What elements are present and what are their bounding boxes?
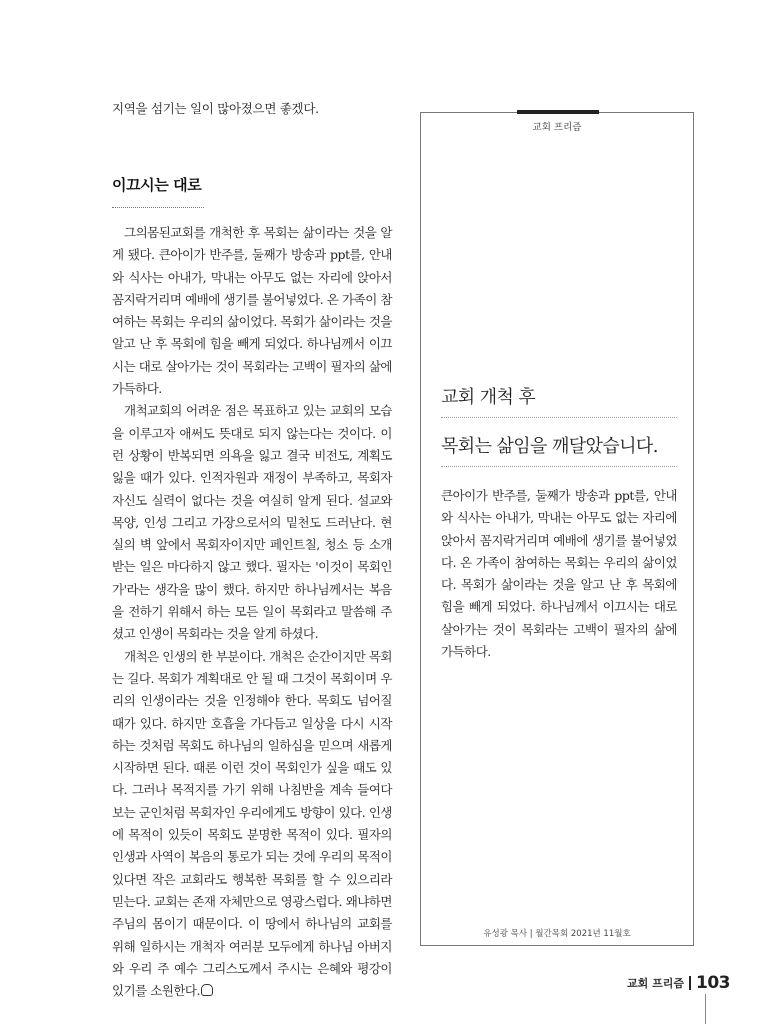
author-credit: 유성광 목사 | 월간목회 2021년 11월호 <box>483 929 631 939</box>
footer-separator <box>689 976 691 990</box>
footer-section-title: 교회 프리즘 <box>627 977 684 990</box>
pull-quote-line-1: 교회 개척 후 <box>441 377 677 418</box>
paragraph-3-text: 개척은 인생의 한 부분이다. 개척은 순간이지만 목회는 길다. 목회가 계획대로 안 될 때 그것이 목회이며 우리의 인생이라는 것을 인정해야 한다. 목회도 넘어질 때가 있다. 하지만 호흡을 가다듬고 일상을 다시 시작하는 것처럼 목회도 하나님의 일하심을 믿으며 새롭게 시작하면 된다. 때론 이런 것이 목회인가 싶을 때도 있다. 그러나 목적지를 가기 위해 나침반을 계속 들여다보는 군인처럼 목회자인 우리에게도 방향이 있다. 인생에 목적이 있듯이 목회도 분명한 목적이 있다. 필자의 인생과 사역이 복음의 통로가 되는 것에 우리의 목적이 있다면 작은 교회라도 행복한 목회를 할 수 있으리라 믿는다. 교회는 존재 자체만으로 영광스럽다. 왜냐하면 주님의 몸이기 때문이다. 이 땅에서 하나님의 교회를 위해 일하시는 개척자 여러분 모두에게 하나님 아버지와 우리 주 예수 그리스도께서 주시는 은혜와 평강이 있기를 소원한다. <box>112 648 392 999</box>
footer-vertical-rule <box>705 994 706 1024</box>
pull-quote-line-2: 목회는 삶임을 깨달았습니다. <box>441 426 677 467</box>
section-heading: 이끄시는 대로 <box>112 176 202 194</box>
heading-underline <box>112 207 204 208</box>
pull-quote <box>441 377 677 467</box>
lead-text: 지역을 섬기는 일이 많아졌으면 좋겠다. <box>112 101 319 116</box>
sidebar-box <box>420 112 694 946</box>
page-number: 103 <box>696 973 730 993</box>
end-mark-icon <box>201 984 213 996</box>
paragraph-1: 그의몸된교회를 개척한 후 목회는 삶이라는 것을 알게 됐다. 큰아이가 반주를, 둘째가 방송과 ppt를, 안내와 식사는 아내가, 막내는 아무도 없는 자리에 앉아서 꼼지락거리며 예배에 생기를 불어넣었다. 온 가족이 참여하는 목회는 우리의 삶이었다. 목회가 삶이라는 것을 알고 난 후 목회에 힘을 빼게 되었다. 하나님께서 이끄시는 대로 살아가는 것이 목회라는 고백이 필자의 삶에 가득하다. <box>112 225 392 397</box>
page-footer <box>627 973 730 993</box>
article-column <box>112 98 392 1002</box>
sidebar-excerpt: 큰아이가 반주를, 둘째가 방송과 ppt를, 안내와 식사는 아내가, 막내는 아무도 없는 자리에 앉아서 꼼지락거리며 예배에 생기를 불어넣었다. 온 가족이 참여하는 목회는 우리의 삶이었다. 목회가 삶이라는 것을 알고 난 후 목회에 힘을 빼게 되었다. 하나님께서 이끄시는 대로 살아가는 것이 목회라는 고백이 필자의 삶에 가득하다. <box>441 488 677 660</box>
paragraph-3 <box>112 646 392 1003</box>
sidebar-top-bar <box>517 110 599 114</box>
sidebar-label: 교회 프리즘 <box>532 122 582 133</box>
paragraph-2: 개척교회의 어려운 점은 목표하고 있는 교회의 모습을 이루고자 애써도 뜻대로 되지 않는다는 것이다. 이런 상황이 반복되면 의욕을 잃고 결국 비전도, 계획도 잃을 때가 있다. 인적자원과 재정이 부족하고, 목회자 자신도 실력이 없다는 것을 여실히 알게 된다. 설교와 목양, 인성 그리고 가장으로서의 밑천도 드러난다. 현실의 벽 앞에서 목회자이지만 페인트칠, 청소 등 소개받는 일은 마다하지 않고 했다. 필자는 '이것이 목회인가'라는 생각을 많이 했다. 하지만 하나님께서는 복음을 전하기 위해서 하는 모든 일이 목회라고 말씀해 주셨고 인생이 목회라는 것을 알게 하셨다. <box>112 403 392 642</box>
